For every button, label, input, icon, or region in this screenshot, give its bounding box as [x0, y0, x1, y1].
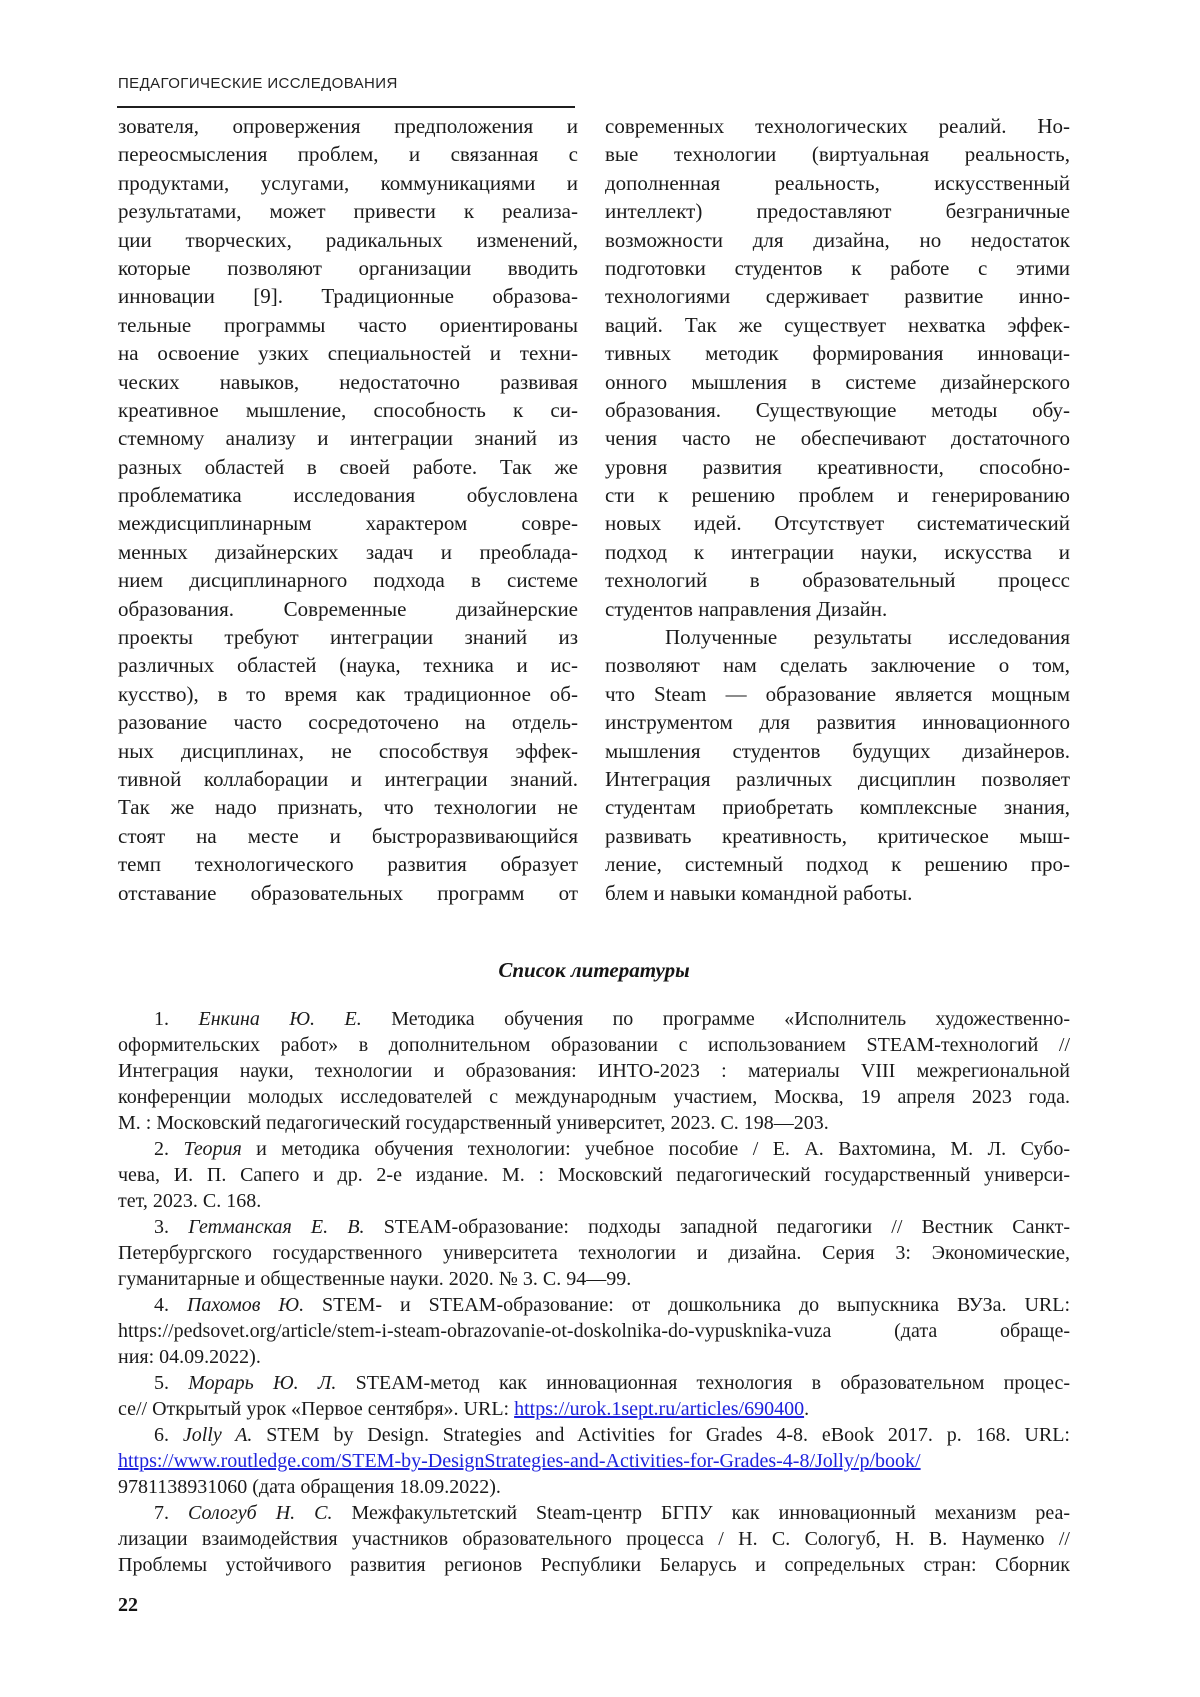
text-line: [118, 1552, 1070, 1578]
body-columns: [118, 112, 1070, 907]
text-line: [118, 1474, 1070, 1500]
text-segment: 2.: [154, 1138, 184, 1160]
text-line: ческих навыков, недостаточно развивая: [118, 369, 578, 394]
text-segment: и методика обучения технологии: учебное пособие / Е. А. Вахтомина, М. Л. Субо-: [241, 1138, 1070, 1160]
text-line: интеллект) предоставляют безграничные: [605, 199, 1070, 224]
text-line: современных технологических реалий. Но-: [605, 114, 1070, 138]
text-segment: STEAM-образование: подходы западной педагогики // Вестник Санкт-: [364, 1216, 1070, 1238]
text-line: вые технологии (виртуальная реальность,: [605, 142, 1070, 167]
text-segment: се// Открытый урок «Первое сентября». URL:: [118, 1398, 515, 1420]
text-line: онного мышления в системе дизайнерского: [605, 369, 1070, 394]
text-line: развивать креативность, критическое мыш-: [605, 823, 1070, 848]
text-line: зователя, опровержения предположения и: [118, 114, 578, 138]
text-segment: ния: 04.09.2022).: [118, 1346, 261, 1368]
text-line: [118, 1292, 1070, 1318]
text-segment: тет, 2023. С. 168.: [118, 1190, 262, 1212]
text-line: темп технологического развития образует: [118, 852, 578, 877]
text-line: разование часто сосредоточено на отдель-: [118, 710, 578, 735]
text-line: проекты требуют интеграции знаний из: [118, 625, 578, 650]
author-name: Jolly A.: [182, 1424, 253, 1446]
text-segment: 6.: [154, 1424, 183, 1446]
text-segment: 1.: [154, 1008, 199, 1030]
text-segment: Проблемы устойчивого развития регионов Республики Беларусь и сопредельных стран: Сборник: [118, 1554, 1070, 1576]
text-line: переосмысления проблем, и связанная с: [118, 142, 578, 167]
text-line: уровня развития креативности, способно-: [605, 454, 1070, 479]
text-segment: .: [804, 1398, 810, 1420]
reference-link[interactable]: https://urok.1sept.ru/articles/690400: [514, 1398, 805, 1420]
references-heading: Список литературы: [498, 958, 690, 982]
text-segment: оформительских работ» в дополнительном образовании с использованием STEAM-технологий //: [118, 1034, 1070, 1056]
text-line: тельные программы часто ориентированы: [118, 312, 578, 337]
text-segment: Петербургского государственного университета технологии и дизайна. Серия 3: Экономические,: [118, 1242, 1070, 1264]
text-line: [118, 1500, 1070, 1526]
text-line: мышления студентов будущих дизайнеров.: [605, 738, 1070, 763]
text-line: кусство), в то время как традиционное об-: [118, 681, 578, 706]
right-column: [605, 112, 1070, 907]
text-segment: Интеграция науки, технологии и образования: ИНТО-2023 : материалы VIII межрегиональной: [118, 1060, 1070, 1082]
text-line: которые позволяют организации вводить: [118, 255, 578, 280]
text-segment: 5.: [154, 1372, 189, 1394]
text-line: [118, 1396, 1070, 1422]
text-line: [118, 1448, 1070, 1474]
text-segment: https://pedsovet.org/article/stem-i-steam-obrazovanie-ot-doskolnika-do-vypusknika-vuza (дата обраще-: [118, 1320, 1070, 1342]
text-segment: Межфакультетский Steam-центр БГПУ как инновационный механизм реа-: [332, 1502, 1070, 1524]
reference-item: [118, 1136, 1070, 1214]
text-line: сти к решению проблем и генерированию: [605, 483, 1070, 508]
text-line: [118, 1370, 1070, 1396]
text-line: ных дисциплинах, не способствуя эффек-: [118, 738, 578, 763]
text-line: Интеграция различных дисциплин позволяет: [605, 766, 1070, 791]
text-line: дополненная реальность, искусственный: [605, 170, 1070, 195]
reference-item: [118, 1006, 1070, 1136]
reference-item: [118, 1500, 1070, 1578]
text-line: [118, 1214, 1070, 1240]
text-line: возможности для дизайна, но недостаток: [605, 227, 1070, 252]
text-segment: STEM by Design. Strategies and Activities for Grades 4-8. eBook 2017. p. 168. URL:: [252, 1424, 1070, 1446]
text-segment: STEM- и STEAM-образование: от дошкольника до выпускника ВУЗа. URL:: [304, 1294, 1070, 1316]
text-line: Полученные результаты исследования: [665, 625, 1070, 650]
text-line: тивных методик формирования инноваци-: [605, 341, 1070, 366]
text-line: отставание образовательных программ от: [118, 880, 578, 905]
references-list: [118, 1006, 1070, 1578]
text-line: что Steam — образование является мощным: [605, 681, 1070, 706]
text-segment: Методика обучения по программе «Исполнитель художественно-: [361, 1008, 1070, 1030]
text-line: [118, 1240, 1070, 1266]
text-segment: 7.: [154, 1502, 189, 1524]
running-head: ПЕДАГОГИЧЕСКИЕ ИССЛЕДОВАНИЯ: [118, 75, 398, 92]
text-segment: чева, И. П. Сапего и др. 2-е издание. М. : Московский педагогический государственный универси-: [118, 1164, 1070, 1186]
text-line: тивной коллаборации и интеграции знаний.: [118, 766, 578, 791]
text-segment: 9781138931060 (дата обращения 18.09.2022).: [118, 1476, 501, 1498]
text-line: [118, 1526, 1070, 1552]
text-line: ции творческих, радикальных изменений,: [118, 227, 578, 252]
text-line: инструментом для развития инновационного: [605, 710, 1070, 735]
paragraph: [605, 623, 1070, 907]
text-line: новых идей. Отсутствует систематический: [605, 511, 1070, 536]
text-line: [118, 1422, 1070, 1448]
text-segment: STEAM-метод как инновационная технология в образовательном процес-: [336, 1372, 1070, 1394]
text-line: [118, 1006, 1070, 1032]
text-line: [118, 1058, 1070, 1084]
text-line: технологиями сдерживает развитие инно-: [605, 284, 1070, 309]
text-segment: лизации взаимодействия участников образовательного процесса / Н. С. Сологуб, Н. В. Науменко //: [118, 1528, 1070, 1550]
text-line: [118, 1266, 1070, 1292]
text-line: подход к интеграции науки, искусства и: [605, 539, 1070, 564]
text-line: нием дисциплинарного подхода в системе: [118, 568, 578, 593]
text-line: продуктами, услугами, коммуникациями и: [118, 170, 578, 195]
text-line: [118, 1188, 1070, 1214]
text-segment: 4.: [154, 1294, 187, 1316]
author-name: Пахомов Ю.: [186, 1294, 305, 1316]
text-line: [118, 1032, 1070, 1058]
text-line: [118, 1344, 1070, 1370]
text-line: инновации [9]. Традиционные образова-: [118, 284, 578, 309]
text-segment: конференции молодых исследователей с международным участием, Москва, 19 апреля 2023 года.: [118, 1086, 1070, 1108]
text-line: студентам приобретать комплексные знания,: [605, 795, 1070, 820]
author-name: Морарь Ю. Л.: [188, 1372, 337, 1394]
text-line: [118, 1110, 1070, 1136]
text-line: ление, системный подход к решению про-: [605, 852, 1070, 877]
text-line: технологий в образовательный процесс: [605, 568, 1070, 593]
text-line: стемному анализу и интеграции знаний из: [118, 426, 578, 451]
reference-link[interactable]: https://www.routledge.com/STEM-by-DesignStrategies-and-Activities-for-Grades-4-8/Jolly/p/book/: [118, 1450, 921, 1472]
author-name: Теория: [183, 1138, 242, 1160]
text-segment: гуманитарные и общественные науки. 2020. № 3. С. 94—99.: [118, 1268, 632, 1290]
text-line: стоят на месте и быстроразвивающийся: [118, 823, 578, 848]
paragraph: [605, 112, 1070, 623]
author-name: Гетманская Е. В.: [188, 1216, 365, 1238]
text-segment: 3.: [154, 1216, 189, 1238]
text-line: образования. Существующие методы обу-: [605, 397, 1070, 422]
text-line: креативное мышление, способность к си-: [118, 397, 578, 422]
text-line: Так же надо признать, что технологии не: [118, 795, 578, 820]
text-line: ваций. Так же существует нехватка эффек-: [605, 312, 1070, 337]
text-line: [118, 1162, 1070, 1188]
reference-item: [118, 1422, 1070, 1500]
text-line: проблематика исследования обусловлена: [118, 483, 578, 508]
reference-item: [118, 1292, 1070, 1370]
author-name: Сологуб Н. С.: [188, 1502, 333, 1524]
text-line: междисциплинарным характером совре-: [118, 511, 578, 536]
paragraph: [118, 112, 578, 907]
text-line: подготовки студентов к работе с этими: [605, 255, 1070, 280]
text-line: разных областей в своей работе. Так же: [118, 454, 578, 479]
text-line: позволяют нам сделать заключение о том,: [605, 653, 1070, 678]
text-line: различных областей (наука, техника и ис-: [118, 653, 578, 678]
text-segment: М. : Московский педагогический государственный университет, 2023. С. 198—203.: [118, 1112, 829, 1134]
text-line: [118, 1084, 1070, 1110]
page-number: 22: [118, 1594, 138, 1616]
text-line: результатами, может привести к реализа-: [118, 199, 578, 224]
text-line: на освоение узких специальностей и техни-: [118, 341, 578, 366]
text-line: чения часто не обеспечивают достаточного: [605, 426, 1070, 451]
text-line: [118, 1318, 1070, 1344]
reference-item: [118, 1214, 1070, 1292]
text-line: блем и навыки командной работы.: [605, 880, 913, 905]
left-column: [118, 112, 578, 907]
reference-item: [118, 1370, 1070, 1422]
text-line: [118, 1136, 1070, 1162]
text-line: образования. Современные дизайнерские: [118, 596, 578, 621]
text-line: менных дизайнерских задач и преоблада-: [118, 539, 578, 564]
author-name: Енкина Ю. Е.: [198, 1008, 362, 1030]
header-divider: [117, 106, 575, 108]
text-line: студентов направления Дизайн.: [605, 596, 888, 621]
